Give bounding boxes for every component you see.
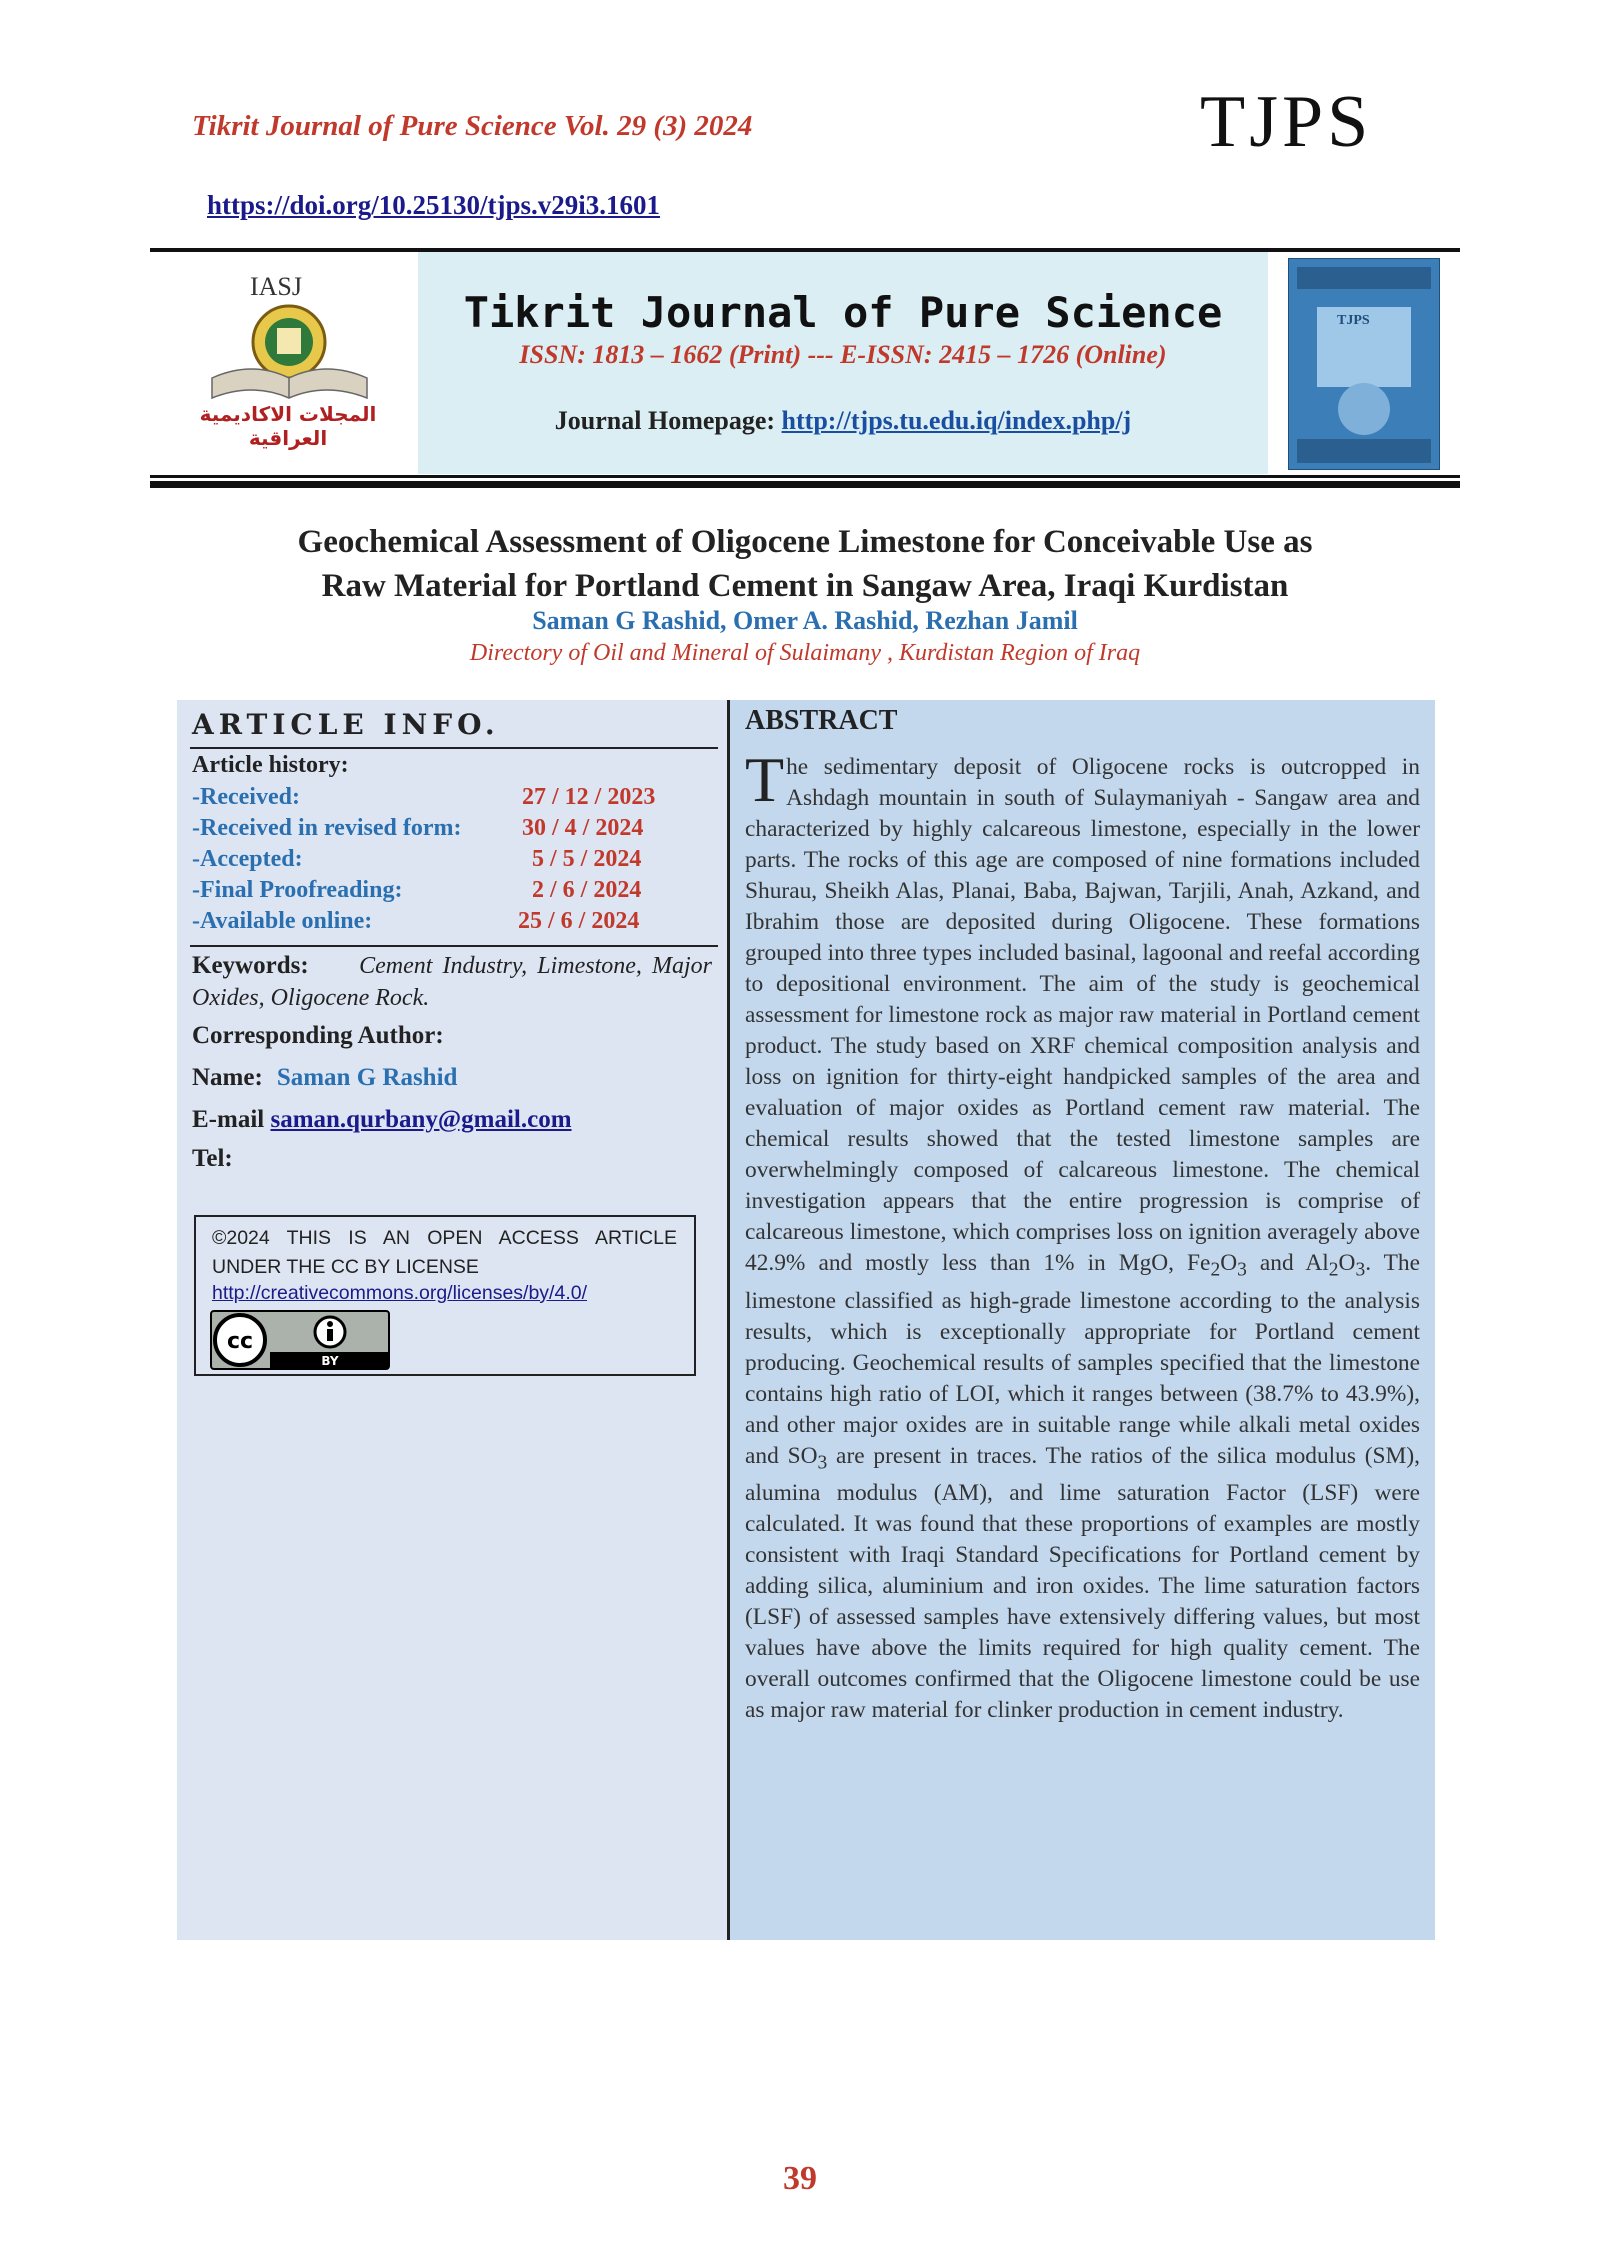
history-row-received (192, 784, 712, 811)
journal-homepage (418, 406, 1268, 436)
tjps-logo: TJPS (1200, 81, 1373, 163)
banner-bottom-rule-thin (150, 475, 1460, 478)
history-row-proofreading (192, 877, 712, 904)
history-label: -Received: (192, 784, 300, 810)
journal-cover-thumbnail (1288, 258, 1440, 470)
abstract-sub-3: 2 (1328, 1259, 1339, 1281)
abstract-heading: ABSTRACT (745, 705, 898, 736)
tel-label: Tel: (192, 1145, 233, 1172)
paper-title (150, 520, 1460, 608)
homepage-link[interactable]: http://tjps.tu.edu.iq/index.php/j (781, 406, 1132, 435)
paper-title-line-2: Raw Material for Portland Cement in Sangaw Area, Iraqi Kurdistan (321, 568, 1289, 604)
article-info-rule (190, 747, 718, 749)
issn-line: ISSN: 1813 – 1662 (Print) --- E-ISSN: 2415 – 1726 (Online) (519, 340, 1167, 369)
author-email-row (192, 1106, 572, 1134)
history-date: 27 / 12 / 2023 (522, 784, 656, 810)
license-text: ©2024 THIS IS AN OPEN ACCESS ARTICLE UNDER THE CC BY LICENSE (212, 1227, 677, 1278)
history-label: -Final Proofreading: (192, 877, 403, 903)
paper-authors: Saman G Rashid, Omer A. Rashid, Rezhan Jamil (532, 606, 1078, 635)
homepage-label: Journal Homepage: (554, 406, 782, 435)
paper-affiliation: Directory of Oil and Mineral of Sulaimany , Kurdistan Region of Iraq (469, 640, 1141, 666)
email-label: E-mail (192, 1106, 271, 1133)
journal-volume-line: Tikrit Journal of Pure Science Vol. 29 (3) 2024 (192, 110, 753, 142)
article-info-heading: ARTICLE INFO. (192, 708, 500, 741)
abstract-text-3: and Al (1246, 1250, 1329, 1276)
history-row-available (192, 908, 712, 935)
abstract-sub-2: 3 (1237, 1259, 1247, 1281)
history-date: 5 / 5 / 2024 (532, 846, 642, 872)
abstract-text-6: are present in traces. The ratios of the silica modulus (SM), alumina modulus (AM), and lime saturation Factor (LSF) were calculated. It was found that these proportions of examples are mostly consistent with Iraqi Standard Specifications for Portland cement by adding silica, aluminium and iron oxides. The lime saturation factors (LSF) of assessed samples have extensively differing values, but most values have above the limits required for high quality cement. The overall outcomes confirmed that the Oligocene limestone could be use as major raw material for clinker production in cement industry. (745, 1442, 1420, 1724)
keywords-block (192, 950, 712, 1014)
keywords-list: Cement Industry, Limestone, Major Oxides, Oligocene Rock. (192, 953, 713, 1011)
abstract-text-5: . The limestone classified as high-grade limestone according to the analysis results, which is exceptionally appropriate for Portland cement producing. Geochemical results of samples specified that the limestone contains high ratio of LOI, which it ranges between (38.7% to 43.9%), and other major oxides are in suitable range while alkali metal oxides and SO (745, 1250, 1421, 1469)
iasj-arabic-caption: المجلات الاكاديمية العراقية (199, 402, 377, 450)
history-bottom-rule (190, 945, 718, 947)
abstract-dropcap: T (745, 744, 785, 815)
keywords-label: Keywords: (192, 952, 309, 979)
cc-badge-label: BY (321, 1354, 339, 1368)
doi-link[interactable]: https://doi.org/10.25130/tjps.v29i3.1601 (207, 190, 661, 220)
history-row-accepted (192, 846, 712, 873)
abstract-sub-5: 3 (817, 1452, 828, 1474)
svg-text:cc: cc (226, 1329, 254, 1354)
abstract-sub-1: 2 (1210, 1259, 1221, 1281)
abstract-text-4: O (1338, 1250, 1356, 1276)
cover-label: TJPS (1337, 313, 1370, 328)
paper-title-line-1: Geochemical Assessment of Oligocene Limestone for Conceivable Use as (297, 524, 1313, 560)
author-name-row (192, 1064, 457, 1092)
iasj-logo-text: IASJ (250, 272, 303, 301)
name-label: Name: (192, 1064, 263, 1091)
history-label: -Available online: (192, 908, 373, 934)
page-number: 39 (783, 2160, 817, 2197)
history-date: 25 / 6 / 2024 (518, 908, 640, 934)
history-label: -Received in revised form: (192, 815, 462, 841)
license-link[interactable]: http://creativecommons.org/licenses/by/4.0/ (212, 1282, 588, 1304)
cc-by-badge-icon[interactable] (210, 1310, 390, 1370)
abstract-sub-4: 3 (1355, 1259, 1366, 1281)
history-label: -Accepted: (192, 846, 303, 872)
author-email-link[interactable]: saman.qurbany@gmail.com (270, 1106, 572, 1133)
banner-bottom-rule-thick (150, 481, 1460, 488)
history-date: 30 / 4 / 2024 (522, 815, 644, 841)
abstract-text-1: he sedimentary deposit of Oligocene rocks is outcropped in Ashdagh mountain in south of Sulaymaniyah - Sangaw area and characterized by highly calcareous limestone, especially in the lower parts. The rocks of this age are composed of nine formations included Shurau, Sheikh Alas, Planai, Baba, Bajwan, Tarjili, Anah, Azkand, and Ibrahim those are deposited during Oligocene. These formations grouped into three types included basinal, lagoonal and reefal according to depositional environment. The aim of the study is geochemical assessment for limestone rock as major raw material in Portland cement product. The study based on XRF chemical composition analysis and loss on ignition for thirty-eight handpicked samples of the area and evaluation of major oxides as Portland cement raw material. The chemical results showed that the tested limestone samples are overwhelmingly composed of calcareous limestone. The chemical investigation appears that the entire progression is comprise of calcareous limestone, which comprises loss on ignition averagely above 42.9% and mostly less than 1% in MgO, Fe (745, 754, 1420, 1276)
abstract-body (745, 744, 1421, 1726)
author-name: Saman G Rashid (276, 1064, 458, 1091)
banner-journal-title: Tikrit Journal of Pure Science (463, 288, 1223, 337)
corresponding-author-label: Corresponding Author: (192, 1022, 444, 1049)
history-row-revised (192, 815, 712, 842)
abstract-text-2: O (1220, 1250, 1238, 1276)
article-history-heading: Article history: (192, 752, 349, 778)
history-date: 2 / 6 / 2024 (532, 877, 642, 903)
iasj-emblem-icon (192, 300, 387, 405)
